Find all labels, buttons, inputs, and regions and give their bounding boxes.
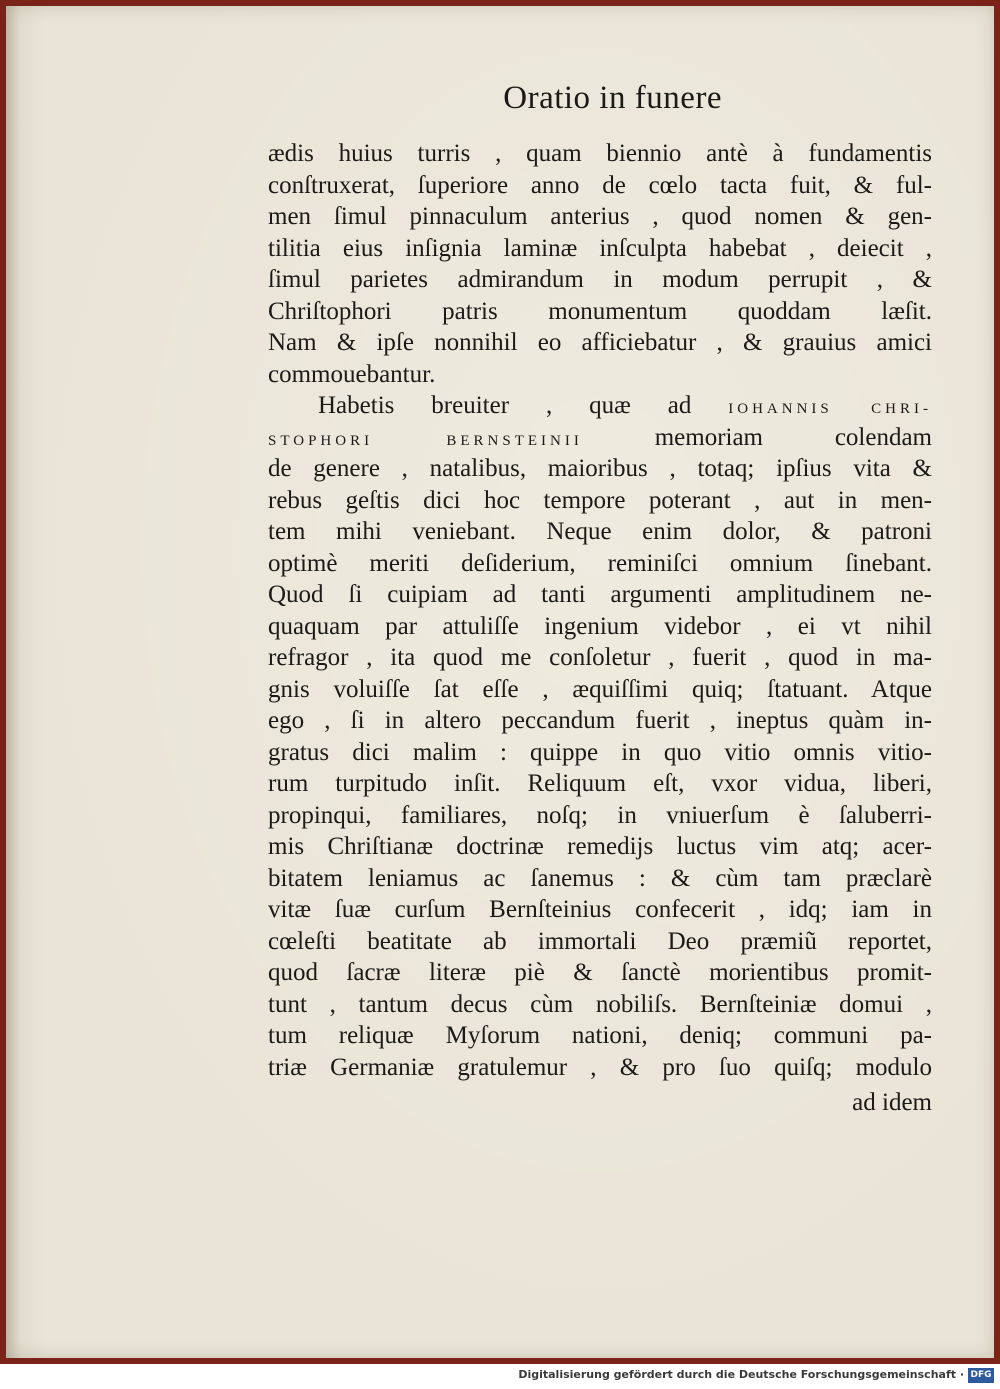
text-line: quaquam par attuliſſe ingenium videbor , ei vt nihil: [268, 612, 932, 640]
text-line: gratus dici malim : quippe in quo vitio omnis vitio-: [268, 738, 932, 766]
text-line: optimè meriti deſiderium, reminiſci omnium ſinebant.: [268, 549, 932, 577]
text-line: gnis voluiſſe ſat eſſe , æquiſſimi quiq; ſtatuant. Atque: [268, 675, 932, 703]
text-span: memoriam colendam: [582, 423, 932, 451]
text-line: vitæ ſuæ curſum Bernſteinius confecerit , idq; iam in: [268, 896, 932, 923]
catchword: ad idem: [852, 1089, 932, 1116]
book-page: [6, 6, 994, 1358]
dfg-logo[interactable]: DFG: [968, 1368, 994, 1383]
text-line: ædis huius turris , quam biennio antè à fundamentis: [268, 140, 932, 167]
digitization-footer: [0, 1364, 1000, 1389]
text-line: tem mihi veniebant. Neque enim dolor, & patroni: [268, 518, 932, 545]
smallcaps-name: STOPHORI BERNSTEINII: [268, 432, 583, 449]
text-line: ego , ſi in altero peccandum fuerit , ineptus quàm in-: [268, 707, 932, 734]
text-line: triæ Germaniæ gratulemur , & pro ſuo quiſq; modulo: [268, 1053, 932, 1081]
text-line: mis Chriſtianæ doctrinæ remedijs luctus vim atq; acer-: [268, 833, 932, 860]
text-line: [268, 422, 932, 454]
text-span: Habetis breuiter , quæ ad: [318, 392, 729, 419]
body-text: [268, 138, 932, 1119]
funding-credit: Digitalisierung gefördert durch die Deutsche Forschungsgemeinschaft ·: [518, 1368, 964, 1381]
text-line: Nam & ipſe nonnihil eo afficiebatur , & grauius amici: [268, 329, 932, 356]
text-line: cœleſti beatitate ab immortali Deo præmiũ reportet,: [268, 927, 932, 955]
smallcaps-name: IOHANNIS CHRI-: [728, 401, 933, 417]
text-line: tum reliquæ Myſorum nationi, deniq; communi pa-: [268, 1022, 932, 1049]
text-line: ſimul parietes admirandum in modum perrupit , &: [268, 266, 932, 293]
text-line: quod ſacræ literæ piè & ſanctè morientibus promit-: [268, 959, 932, 986]
text-line: rum turpitudo inſit. Reliquum eſt, vxor vidua, liberi,: [268, 770, 932, 797]
text-line: refragor , ita quod me conſoletur , fuerit , quod in ma-: [268, 644, 932, 671]
text-line: rebus geſtis dici hoc tempore poterant , aut in men-: [268, 486, 932, 514]
text-line: men ſimul pinnaculum anterius , quod nomen & gen-: [268, 203, 932, 230]
text-line: propinqui, familiares, noſq; in vniuerſum è ſaluberri-: [268, 801, 932, 829]
text-line: tilitia eius inſignia laminæ inſculpta habebat , deiecit ,: [268, 234, 932, 262]
text-line: Chriſtophori patris monumentum quoddam læſit.: [268, 297, 932, 325]
text-line: bitatem leniamus ac ſanemus : & cùm tam præclarè: [268, 864, 932, 892]
text-line: conſtruxerat, ſuperiore anno de cœlo tacta fuit, & ful-: [268, 171, 932, 199]
text-line: Quod ſi cuipiam ad tanti argumenti amplitudinem ne-: [268, 581, 932, 608]
running-head: Oratio in funere: [503, 80, 722, 116]
text-line: commouebantur.: [268, 360, 436, 388]
text-line: tunt , tantum decus cùm nobiliſs. Bernſteiniæ domui ,: [268, 990, 932, 1018]
text-line: de genere , natalibus, maioribus , totaq; ipſius vita &: [268, 455, 932, 482]
text-line: [268, 390, 932, 422]
